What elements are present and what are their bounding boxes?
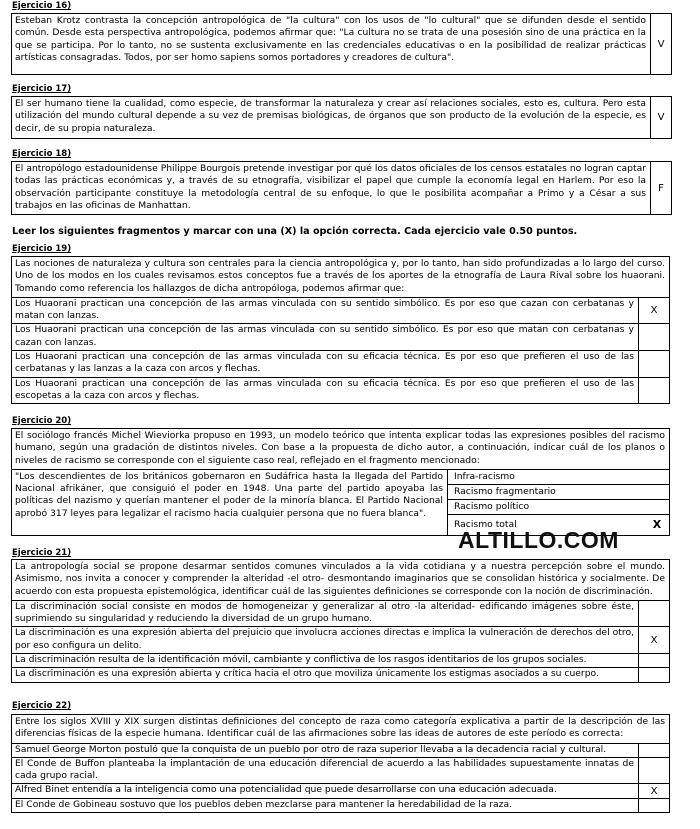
exercise-18-statement: El antropólogo estadounidense Philippe Bourgois pretende investigar por qué los datos oficiales de los censos estatales no logran captar todas las prácticas económicas y, a través de su etnografía, visibilizar el papel que cumple la economía legal en Harlem. Por eso la observación participante constituye la metodología central de su enfoque, lo que le posibilita acompañar a Primo y a César a sus trabajos en las oficinas de Manhattan. [15, 163, 646, 211]
option-checkbox[interactable] [638, 668, 669, 681]
exercise-22-option[interactable]: El Conde de Gobineau sostuvo que los pueblos deben mezclarse para mantener la heredabilidad de la raza. [11, 799, 670, 813]
option-checkbox[interactable] [638, 378, 669, 404]
exercise-20-option[interactable]: Racismo fragmentario [448, 485, 669, 500]
exercise-22-option[interactable]: Samuel George Morton postuló que la conquista de un pueblo por otro de raza superior llevaba a la decadencia racial y cultural. [11, 744, 670, 758]
exercise-20-options [448, 470, 669, 535]
exercise-19-option[interactable]: Los Huaorani practican una concepción de las armas vinculada con su eficacia técnica. Es por eso que prefieren el uso de las escopetas a la caza con arcos y flechas. [11, 378, 670, 405]
exercise-21-title: Ejercicio 21) [12, 548, 72, 558]
option-checkbox[interactable] [638, 351, 669, 377]
option-checkbox[interactable] [638, 799, 669, 812]
exercise-18-title: Ejercicio 18) [12, 149, 72, 159]
exercise-16-statement: Esteban Krotz contrasta la concepción antropológica de "la cultura" con los usos de "lo cultural" que se difunden desde el sentido común. Desde esta perspectiva antropológica, podemos afirmar que: "La cultura no se trata de una posesión sino de una práctica en la que se participa. Por lo tanto, no se sustenta exclusivamente en las credenciales educativas o en la posibilidad de realizar prácticas artísticas consagradas. Todos, por ser homo sapiens somos portadores y creadores de cultura". [15, 15, 646, 63]
exercise-17-box [11, 96, 672, 139]
exercise-17-answer[interactable]: V [650, 97, 671, 138]
exercise-19-option[interactable]: Los Huaorani practican una concepción de las armas vinculada con su eficacia técnica. Es por eso que prefieren el uso de las cerbatanas y las lanzas a la caza con arcos y flechas. [11, 351, 670, 378]
exercise-21-option[interactable]: La discriminación resulta de la identificación móvil, cambiante y conflictiva de los rasgos identitarios de los grupos sociales. [11, 654, 670, 668]
exercise-18-box [11, 161, 672, 215]
exercise-19-option[interactable]: Los Huaorani practican una concepción de las armas vinculada con su sentido simbólico. Es por eso que matan con cerbatanas y cazan con lanzas. [11, 324, 670, 351]
option-checkbox[interactable]: X [638, 298, 669, 324]
option-checkbox[interactable]: X [652, 518, 662, 532]
exercise-17-statement: El ser humano tiene la cualidad, como especie, de transformar la naturaleza y crear así relaciones sociales, esto es, cultura. Pero esta utilización del mundo cultural depende a su vez de premisas biológicas, de órganos que son producto de la evolución de la especie, es decir, de su propia naturaleza. [15, 98, 646, 134]
exercise-20 [11, 428, 670, 536]
exercise-21-option[interactable]: La discriminación social consiste en modos de homogeneizar y generalizar al otro -la alteridad- edificando imágenes sobre éste, suprimiendo su singularidad y reduciendo la diversidad de un grupo humano. [11, 601, 670, 628]
exercise-22-option[interactable]: Alfred Binet entendía a la inteligencia como una potencialidad que puede desarrollarse con una educación adecuada. X [11, 784, 670, 798]
instructions-heading: Leer los siguientes fragmentos y marcar con una (X) la opción correcta. Cada ejercicio vale 0.50 puntos. [12, 226, 578, 237]
exercise-22-option[interactable]: El Conde de Buffon planteaba la implantación de una educación diferencial de acuerdo a las habilidades supuestamente innatas de cada grupo racial. [11, 758, 670, 785]
exercise-20-title: Ejercicio 20) [12, 416, 72, 426]
option-checkbox[interactable] [638, 758, 669, 784]
exercise-16-box [11, 13, 672, 75]
option-checkbox[interactable] [638, 324, 669, 350]
exercise-21-option[interactable]: La discriminación es una expresión abierta y crítica hacia el otro que moviliza únicamente los estigmas asociados a su cuerpo. [11, 668, 670, 682]
exercise-20-question: El sociólogo francés Michel Wieviorka propuso en 1993, un modelo teórico que intenta explicar todas las expresiones posibles del racismo humano, según una gradación de distintos niveles. Con base a la propuesta de dicho autor, a continuación, indicar cuál de los planos o niveles de racismo se corresponde con el siguiente caso real, reflejado en el fragmento mencionado: [11, 428, 670, 470]
option-checkbox[interactable]: X [638, 627, 669, 653]
exercise-19-title: Ejercicio 19) [12, 244, 72, 254]
exercise-17-title: Ejercicio 17) [12, 84, 72, 94]
exercise-20-option[interactable]: Racismo político [448, 500, 669, 515]
exercise-19 [11, 256, 670, 404]
exercise-21-option[interactable]: La discriminación es una expresión abierta del prejuicio que involucra acciones directas e implica la vulneración de derechos del otro, por eso configura un delito. X [11, 627, 670, 654]
option-checkbox[interactable] [638, 744, 669, 757]
exercise-20-option[interactable]: Racismo total X [448, 515, 669, 535]
exercise-22 [11, 714, 670, 813]
exercise-22-title: Ejercicio 22) [12, 701, 72, 711]
exercise-20-option[interactable]: Infra-racismo [448, 470, 669, 485]
exercise-18-answer[interactable]: F [650, 162, 671, 214]
exercise-21-question: La antropología social se propone desarmar sentidos comunes vinculados a la vida cotidiana y a nuestra percepción sobre el mundo. Asimismo, nos invita a conocer y comprender la alteridad -el otro- desmontando imaginarios que se consolidan histórica y socialmente. De acuerdo con esta propuesta epistemológica, identificar cuál de las siguientes definiciones se corresponde con la noción de discriminación. [11, 559, 670, 601]
exercise-22-question: Entre los siglos XVIII y XIX surgen distintas definiciones del concepto de raza como categoría explicativa a partir de la descripción de las diferencias físicas de la especie humana. Identificar cuál de las afirmaciones sobre las ideas de autores de este período es correcta: [11, 714, 670, 744]
exercise-19-question: Las nociones de naturaleza y cultura son centrales para la ciencia antropológica y, por lo tanto, han sido profundizadas a lo largo del curso. Uno de los modos en los cuales revisamos estos conceptos fue a través de los aportes de la etnografía de Laura Rival sobre los huaorani. Tomando como referencia los hallazgos de dicha antropóloga, podemos afirmar que: [11, 256, 670, 298]
option-checkbox[interactable]: X [638, 784, 669, 797]
option-checkbox[interactable] [638, 654, 669, 667]
watermark-logo: ALTILLO.COM [458, 527, 619, 553]
exercise-20-fragment: "Los descendientes de los británicos gobernaron en Sudáfrica hasta la llegada del Partido Nacional afrikáner, que consiguió el poder en 1948. Una parte del partido apoyaba las políticas del nazismo y querían mantener el poder de la minoría blanca. El Partido Nacional aprobó 317 leyes para legalizar el racismo hacia cualquier persona que no fuera blanca". [12, 470, 448, 535]
option-checkbox[interactable] [638, 601, 669, 627]
exercise-16-answer[interactable]: V [650, 14, 671, 74]
exercise-20-body [11, 470, 670, 536]
exercise-19-option[interactable]: Los Huaorani practican una concepción de las armas vinculada con su sentido simbólico. Es por eso que cazan con cerbatanas y matan con lanzas. X [11, 298, 670, 325]
exercise-21 [11, 559, 670, 683]
exercise-16-title: Ejercicio 16) [12, 1, 72, 11]
